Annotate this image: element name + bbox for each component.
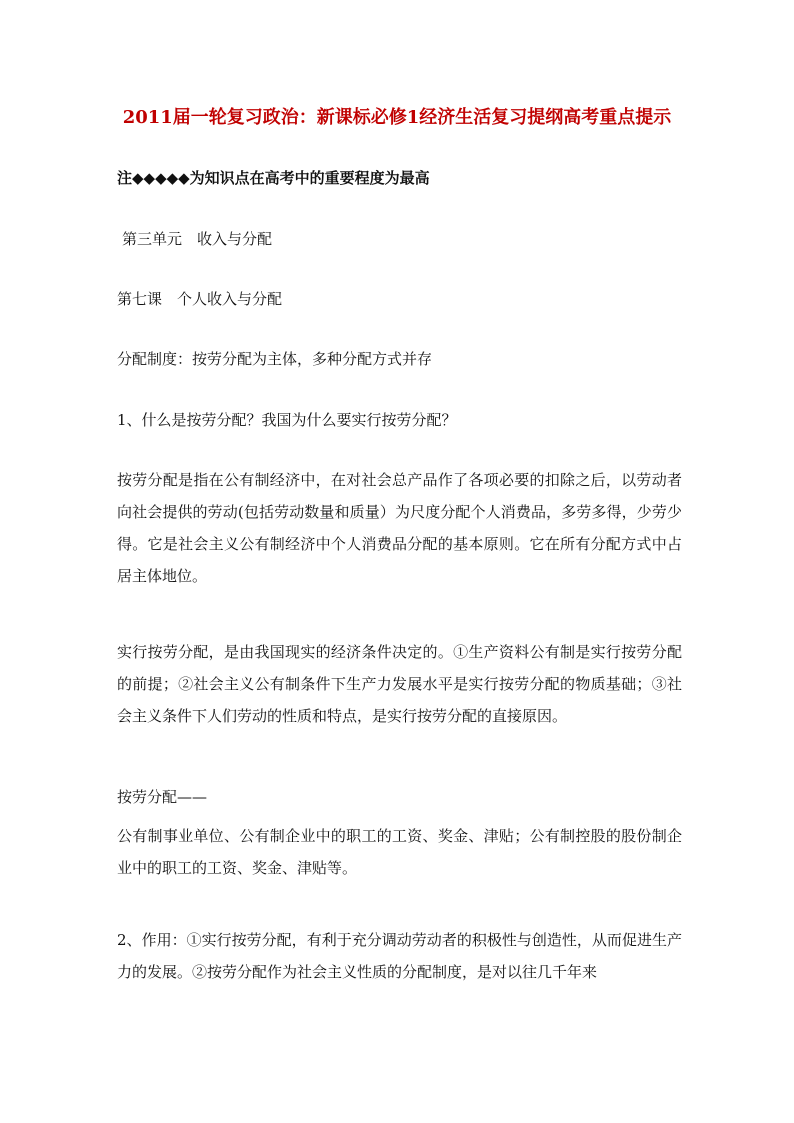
distribution-system-text: 分配制度：按劳分配为主体，多种分配方式并存 [117, 350, 433, 368]
question-1: 1、什么是按劳分配？我国为什么要实行按劳分配？ [117, 411, 457, 429]
paragraph-4: 2、作用：①实行按劳分配，有利于充分调动劳动者的积极性与创造性，从而促进生产力的发展。②按劳分配作为社会主义性质的分配制度，是对以往几千年来 [117, 931, 682, 981]
document-title: 2011届一轮复习政治：新课标必修1经济生活复习提纲高考重点提示 [122, 107, 672, 128]
unit-heading: 第三单元 收入与分配 [122, 230, 273, 248]
paragraph-3: 公有制事业单位、公有制企业中的职工的工资、奖金、津贴；公有制控股的股份制企业中的职工的工资、奖金、津贴等。 [117, 827, 682, 877]
lesson-heading: 第七课 个人收入与分配 [117, 290, 283, 308]
importance-note: 注◆◆◆◆◆为知识点在高考中的重要程度为最高 [117, 169, 430, 187]
paragraph-3-heading: 按劳分配—— [117, 788, 208, 806]
paragraph-1: 按劳分配是指在公有制经济中，在对社会总产品作了各项必要的扣除之后，以劳动者向社会提供的劳动(包括劳动数量和质量）为尺度分配个人消费品，多劳多得，少劳少得。它是社会主义公有制经济中个人消费品分配的基本原则。它在所有分配方式中占居主体地位。 [117, 471, 682, 585]
paragraph-2: 实行按劳分配，是由我国现实的经济条件决定的。①生产资料公有制是实行按劳分配的前提；②社会主义公有制条件下生产力发展水平是实行按劳分配的物质基础；③社会主义条件下人们劳动的性质和特点，是实行按劳分配的直接原因。 [117, 643, 682, 725]
